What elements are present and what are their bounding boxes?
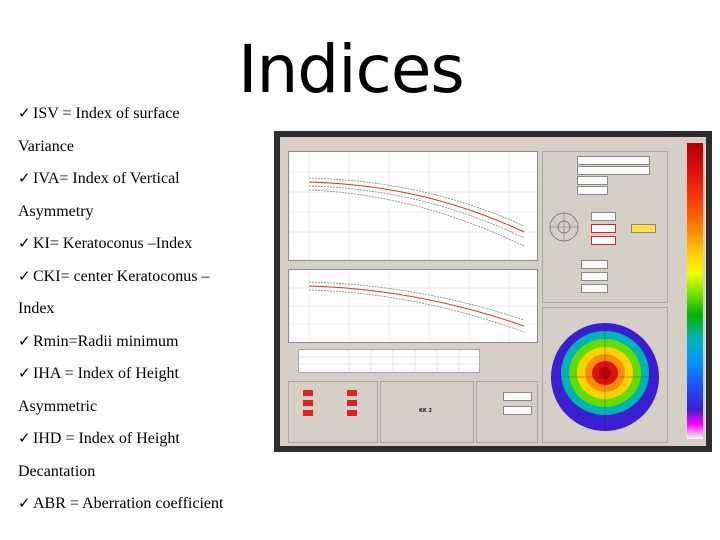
info-field [591, 236, 616, 245]
check-icon: ✓ [18, 496, 31, 512]
slide-title: Indices [238, 31, 464, 108]
bullet-item: ✓ IHD = Index of Height [18, 423, 280, 456]
bullet-continuation: Variance [18, 137, 74, 155]
pachymetry-map [549, 318, 661, 436]
thickness-curves-bottom [289, 270, 537, 342]
thickness-graph-bottom [288, 269, 538, 343]
value-field [503, 406, 532, 415]
indices-panel [288, 381, 378, 443]
info-field [577, 156, 650, 165]
check-icon: ✓ [18, 366, 31, 382]
index-flag [303, 410, 313, 416]
bullet-item: ✓ Rmin=Radii minimum [18, 326, 280, 359]
thickness-curves-top [289, 152, 537, 260]
bullet-continuation: Decantation [18, 462, 96, 480]
info-field [577, 166, 650, 175]
keratoconus-panel [380, 381, 474, 443]
bullet-continuation: Asymmetric [18, 397, 98, 415]
info-field [591, 212, 616, 221]
info-field [581, 272, 608, 281]
info-field [591, 224, 616, 233]
kk-badge: KK 2 [419, 408, 432, 414]
check-icon: ✓ [18, 333, 31, 350]
software-window [280, 137, 706, 446]
topography-screenshot [274, 131, 712, 452]
info-field [581, 260, 608, 269]
thickness-graph-top [288, 151, 538, 261]
index-flag [303, 390, 313, 396]
info-field [577, 176, 608, 185]
corneal-map-panel [542, 307, 668, 443]
bullet-item: ✓ KI= Keratoconus –Index [18, 228, 280, 261]
check-icon: ✓ [18, 431, 31, 447]
info-field [577, 186, 608, 195]
bullet-item: ✓ IHA = Index of Height [18, 358, 280, 391]
check-icon: ✓ [18, 268, 31, 285]
thickness-table [298, 349, 480, 373]
index-flag [303, 400, 313, 406]
table-grid [299, 350, 479, 372]
bullet-list [18, 98, 280, 521]
info-field [631, 224, 656, 233]
optical-panel [476, 381, 538, 443]
bullet-continuation: Asymmetry [18, 202, 94, 220]
color-scale-bar [687, 143, 703, 439]
patient-info-panel [542, 151, 668, 303]
bullet-item: ✓ ABR = Aberration coefficient [18, 488, 280, 521]
index-flag [347, 390, 357, 396]
index-flag [347, 410, 357, 416]
check-icon: ✓ [18, 106, 31, 122]
bullet-item: ✓ CKI= center Keratoconus – [18, 261, 280, 294]
info-field [581, 284, 608, 293]
index-flag [347, 400, 357, 406]
value-field [503, 392, 532, 401]
check-icon: ✓ [18, 171, 31, 187]
check-icon: ✓ [18, 236, 31, 252]
eye-diagram-icon [547, 210, 581, 244]
bullet-item: ✓ IVA= Index of Vertical [18, 163, 280, 196]
bullet-item: ✓ ISV = Index of surface [18, 98, 280, 131]
bullet-continuation: Index [18, 300, 55, 317]
